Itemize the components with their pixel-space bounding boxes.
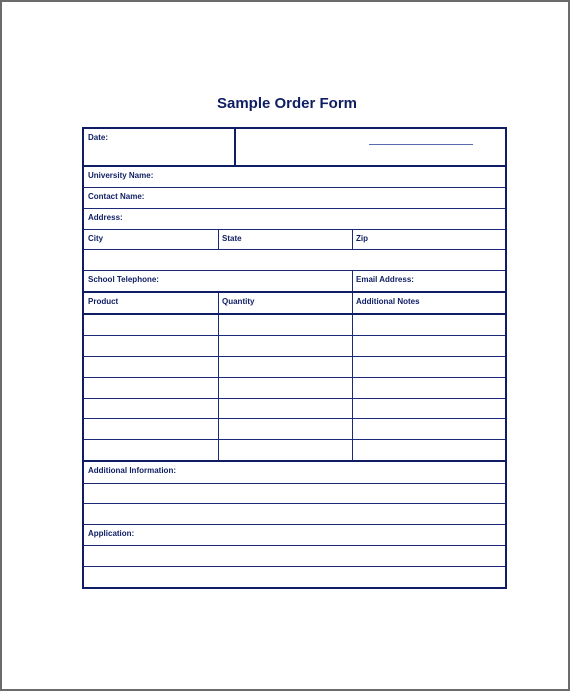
- item-divider: [218, 440, 219, 460]
- city-label: City: [88, 234, 104, 243]
- product-item-row[interactable]: [84, 315, 505, 336]
- item-divider: [218, 399, 219, 418]
- university-label: University Name:: [88, 171, 154, 180]
- date-row: [84, 129, 505, 167]
- product-label: Product: [88, 297, 119, 306]
- product-header-row: [84, 293, 505, 315]
- application-line[interactable]: [84, 546, 505, 567]
- product-item-row[interactable]: [84, 440, 505, 462]
- product-item-row[interactable]: [84, 378, 505, 399]
- zip-label: Zip: [356, 234, 368, 243]
- application-label: Application:: [88, 529, 135, 538]
- item-divider: [352, 440, 353, 460]
- telephone-label: School Telephone:: [88, 275, 159, 284]
- address-row[interactable]: [84, 209, 505, 230]
- item-divider: [352, 357, 353, 377]
- address-label: Address:: [88, 213, 123, 222]
- item-divider: [218, 357, 219, 377]
- notes-label: Additional Notes: [356, 297, 420, 306]
- date-divider: [234, 129, 236, 165]
- item-divider: [218, 419, 219, 439]
- state-label: State: [222, 234, 242, 243]
- contact-label: Contact Name:: [88, 192, 145, 201]
- additional-info-line[interactable]: [84, 504, 505, 525]
- contact-row[interactable]: [84, 188, 505, 209]
- item-divider: [218, 378, 219, 398]
- product-item-row[interactable]: [84, 399, 505, 419]
- item-divider: [352, 336, 353, 356]
- application-row[interactable]: [84, 525, 505, 546]
- product-item-row[interactable]: [84, 419, 505, 440]
- item-divider: [352, 419, 353, 439]
- application-line[interactable]: [84, 567, 505, 587]
- university-row[interactable]: [84, 167, 505, 188]
- telephone-email-row: [84, 271, 505, 293]
- additional-info-row[interactable]: [84, 462, 505, 484]
- city-state-zip-row: [84, 230, 505, 250]
- item-divider: [352, 378, 353, 398]
- item-divider: [352, 399, 353, 418]
- date-signature-line: [369, 144, 473, 145]
- form-title: Sample Order Form: [216, 95, 358, 112]
- item-divider: [218, 336, 219, 356]
- product-item-row[interactable]: [84, 357, 505, 378]
- item-divider: [218, 315, 219, 335]
- order-form: [82, 127, 507, 589]
- quantity-label: Quantity: [222, 297, 255, 306]
- item-divider: [352, 315, 353, 335]
- date-label: Date:: [88, 133, 109, 142]
- additional-info-label: Additional Information:: [88, 466, 176, 475]
- additional-info-line[interactable]: [84, 484, 505, 504]
- blank-row[interactable]: [84, 250, 505, 271]
- email-label: Email Address:: [356, 275, 414, 284]
- product-item-row[interactable]: [84, 336, 505, 357]
